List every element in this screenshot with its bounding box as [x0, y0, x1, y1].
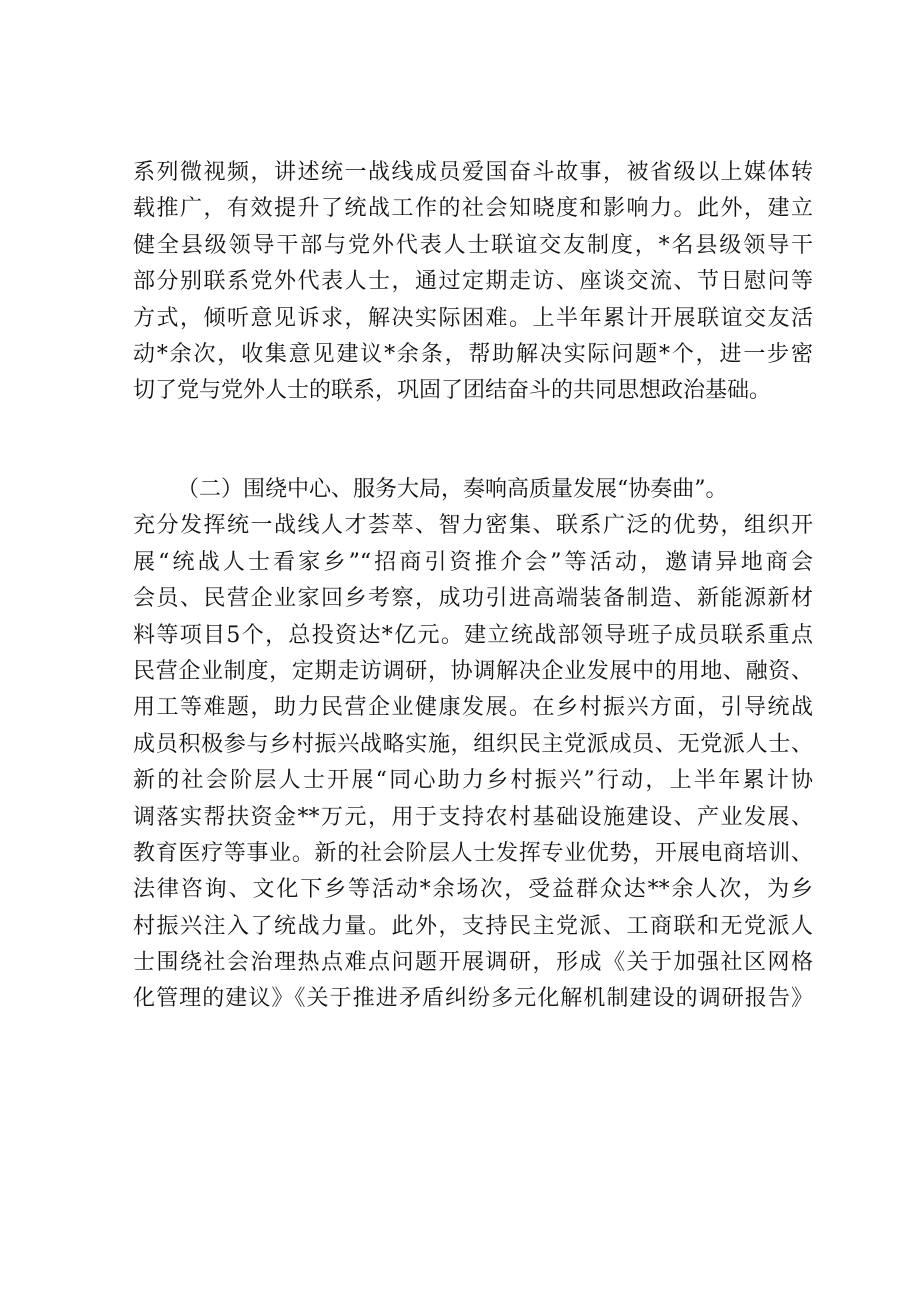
- text-line: 方式，倾听意见诉求，解决实际困难。上半年累计开展联谊交友活: [133, 305, 813, 331]
- text-line: 健全县级领导干部与党外代表人士联谊交友制度，*名县级领导干: [133, 232, 813, 258]
- paragraph-serve-the-overall-situation: [133, 472, 813, 1091]
- text-line: 动*余次，收集意见建议*余条，帮助解决实际问题*个，进一步密: [133, 341, 813, 367]
- text-line: 成员积极参与乡村振兴战略实施，组织民主党派成员、无党派人士、: [133, 731, 813, 757]
- section-heading: （二）围绕中心、服务大局，奏响高质量发展“协奏曲”。: [177, 477, 728, 502]
- text-line: 新的社会阶层人士开展“同心助力乡村振兴”行动，上半年累计协: [133, 768, 813, 794]
- text-line: 士围绕社会治理热点难点问题开展调研，形成《关于加强社区网格: [133, 950, 813, 976]
- paragraph-united-front-publicity: [133, 155, 813, 410]
- text-line: 充分发挥统一战线人才荟萃、智力密集、联系广泛的优势，组织开: [133, 513, 813, 539]
- text-line: 部分别联系党外代表人士，通过定期走访、座谈交流、节日慰问等: [133, 269, 813, 295]
- text-line: 料等项目5个，总投资达*亿元。建立统战部领导班子成员联系重点: [133, 622, 813, 648]
- text-line: 展“统战人士看家乡”“招商引资推介会”等活动，邀请异地商会: [133, 549, 813, 575]
- text-line: [133, 1018, 813, 1054]
- text-line: 化管理的建议》《关于推进矛盾纠纷多元化解机制建设的调研报告》: [133, 986, 813, 1012]
- text-line: 调落实帮扶资金**万元，用于支持农村基础设施建设、产业发展、: [133, 804, 813, 830]
- text-line: 教育医疗等事业。新的社会阶层人士发挥专业优势，开展电商培训、: [133, 840, 813, 866]
- text-line: 村振兴注入了统战力量。此外，支持民主党派、工商联和无党派人: [133, 913, 813, 939]
- text-line: 会员、民营企业家回乡考察，成功引进高端装备制造、新能源新材: [133, 586, 813, 612]
- text-line: 法律咨询、文化下乡等活动*余场次，受益群众达**余人次，为乡: [133, 877, 813, 903]
- text-line: 系列微视频，讲述统一战线成员爱国奋斗故事，被省级以上媒体转: [133, 160, 813, 185]
- text-line: 载推广，有效提升了统战工作的社会知晓度和影响力。此外，建立: [133, 196, 813, 222]
- text-line: 用工等难题，助力民营企业健康发展。在乡村振兴方面，引导统战: [133, 695, 813, 721]
- text-line: 民营企业制度，定期走访调研，协调解决企业发展中的用地、融资、: [133, 658, 813, 684]
- text-line: [133, 1054, 813, 1090]
- text-line: 切了党与党外人士的联系，巩固了团结奋斗的共同思想政治基础。: [133, 378, 772, 404]
